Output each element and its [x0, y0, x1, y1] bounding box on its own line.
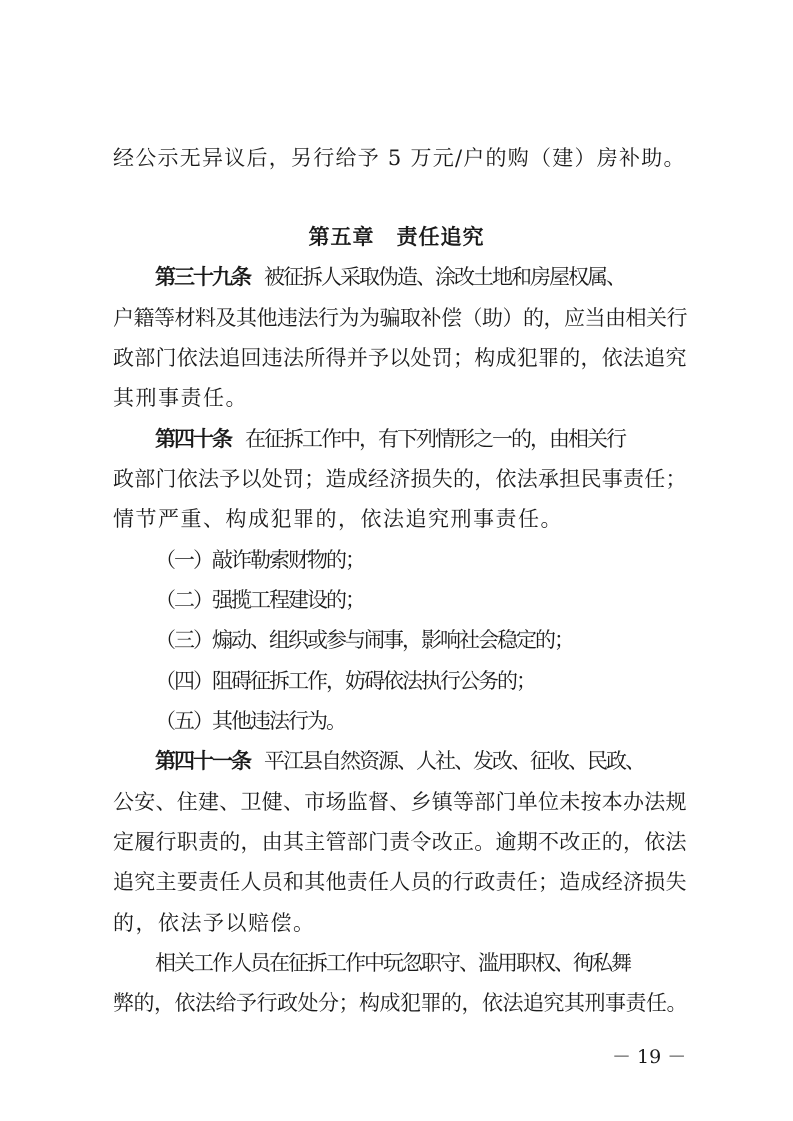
- text-line: 政部门依法追回违法所得并予以处罚；构成犯罪的，依法追究: [113, 346, 687, 370]
- text-span: 在征拆工作中，有下列情形之一的，由相关行: [245, 427, 625, 451]
- list-item: （三）煽动、组织或参与闹事，影响社会稳定的；: [155, 628, 573, 652]
- text-line: 的，依法予以赔偿。: [113, 911, 316, 935]
- page-number: － 19 －: [612, 1046, 687, 1068]
- list-item: （二）强揽工程建设的；: [155, 588, 364, 612]
- list-item: （五）其他违法行为。: [155, 709, 345, 733]
- text-line: 公安、住建、卫健、市场监督、乡镇等部门单位未按本办法规: [113, 790, 687, 814]
- list-item: （一）敲诈勒索财物的；: [155, 548, 364, 572]
- list-item: （四）阻碍征拆工作，妨碍依法执行公务的；: [155, 669, 535, 693]
- article-40-line: [155, 424, 730, 454]
- text-line: 政部门依法予以处罚；造成经济损失的，依法承担民事责任；: [113, 467, 687, 491]
- text-line: 相关工作人员在征拆工作中玩忽职守、滥用职权、徇私舞: [155, 951, 630, 975]
- article-39-label: 第三十九条: [155, 265, 250, 289]
- text-line: 定履行职责的，由其主管部门责令改正。逾期不改正的，依法: [113, 830, 687, 854]
- text-line: 弊的，依法给予行政处分；构成犯罪的，依法追究其刑事责任。: [113, 991, 687, 1015]
- text-line: 情节严重、构成犯罪的，依法追究刑事责任。: [113, 507, 563, 531]
- article-40-label: 第四十条: [155, 427, 231, 451]
- chapter-heading: 第五章 责任追究: [308, 225, 485, 249]
- article-41-line: [155, 746, 730, 776]
- text-span: 平江县自然资源、人社、发改、征收、民政、: [264, 749, 644, 773]
- text-span: 被征拆人采取伪造、涂改土地和房屋权属、: [264, 265, 625, 289]
- article-41-label: 第四十一条: [155, 749, 250, 773]
- article-39-line: [155, 262, 730, 292]
- text-line: 其刑事责任。: [113, 386, 248, 410]
- text-line: 追究主要责任人员和其他责任人员的行政责任；造成经济损失: [113, 870, 687, 894]
- text-line: 户籍等材料及其他违法行为为骗取补偿（助）的，应当由相关行: [113, 306, 687, 330]
- text-line: 经公示无异议后，另行给予 5 万元/户的购（建）房补助。: [113, 146, 686, 170]
